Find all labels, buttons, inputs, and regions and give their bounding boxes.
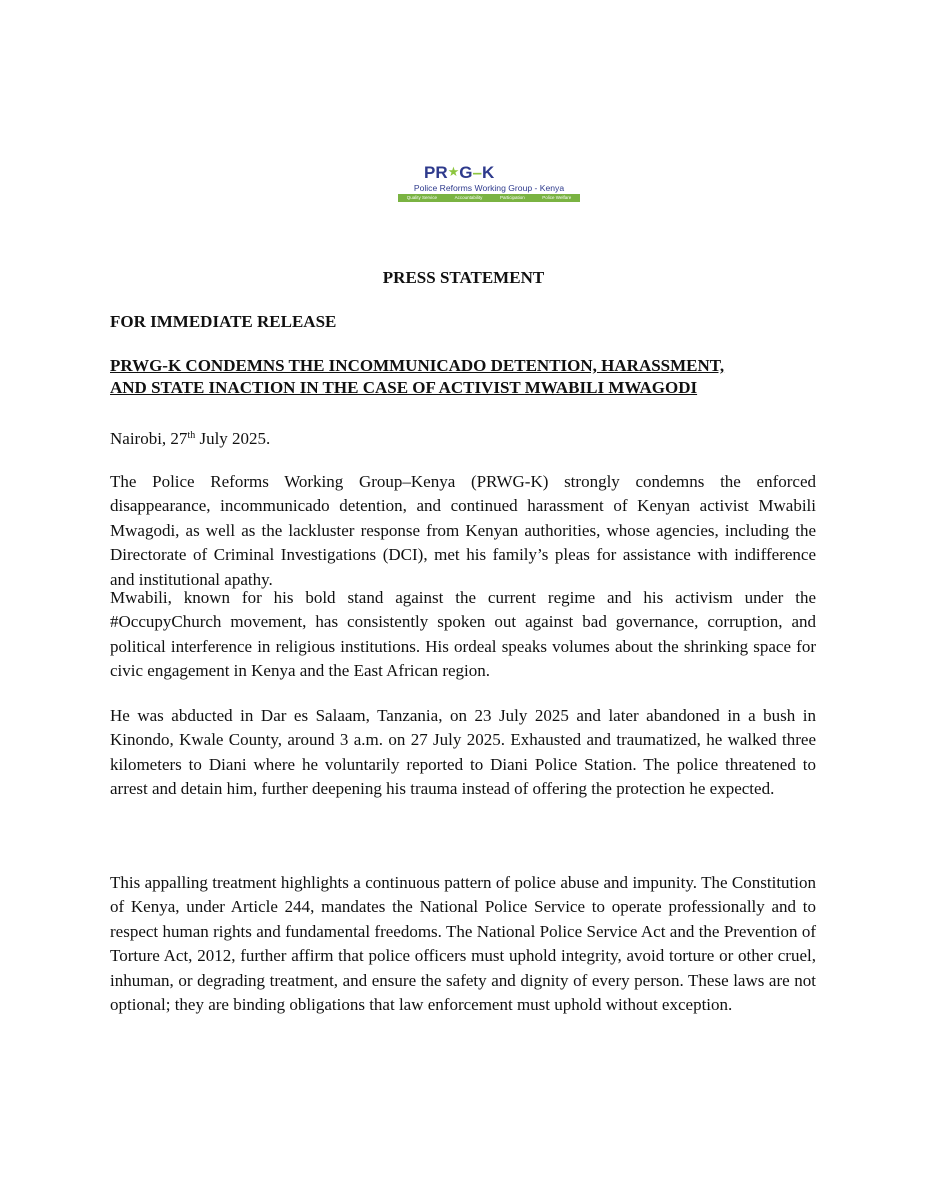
- statement-title: [110, 355, 816, 399]
- logo-mark-mid: G: [459, 163, 473, 182]
- statement-title-line: PRWG-K CONDEMNS THE INCOMMUNICADO DETENTION, HARASSMENT,: [110, 356, 725, 375]
- body-paragraph: This appalling treatment highlights a continuous pattern of police abuse and impunity. The Constitution of Kenya, under Article 244, mandates the National Police Service to operate professionally and to respect human rights and fundamental freedoms. The National Police Service Act and the Prevention of Torture Act, 2012, further affirm that police officers must uphold integrity, avoid torture or other cruel, inhuman, or degrading treatment, and ensure the safety and dignity of every person. These laws are not optional; they are binding obligations that law enforcement must uphold without exception.: [110, 873, 816, 1015]
- press-statement-heading: PRESS STATEMENT: [382, 268, 545, 287]
- logo-mark-right: K: [481, 163, 495, 182]
- logo-tagline-item: Police Welfare: [542, 195, 572, 200]
- dateline-rest: July 2025.: [195, 429, 271, 448]
- logo-mark-dash: –: [472, 163, 482, 182]
- prwgk-logo: [398, 163, 580, 205]
- dateline: [110, 428, 270, 450]
- statement-title-line: AND STATE INACTION IN THE CASE OF ACTIVIST MWABILI MWAGODI: [110, 378, 698, 397]
- logo-tagline-bar: [398, 194, 580, 202]
- dateline-ordinal: th: [187, 430, 196, 441]
- logo-org-name: Police Reforms Working Group - Kenya: [413, 183, 565, 193]
- logo-tagline-item: Accountability: [454, 195, 483, 200]
- logo-figure-icon: ★: [447, 164, 460, 179]
- immediate-release-label: FOR IMMEDIATE RELEASE: [110, 312, 337, 331]
- logo-wordmark: [424, 163, 494, 181]
- logo-tagline-item: Quality Service: [406, 195, 438, 200]
- logo-mark-left: PR: [424, 163, 448, 182]
- logo-tagline-item: Participation: [499, 195, 525, 200]
- body-paragraph: Mwabili, known for his bold stand against the current regime and his activism under the #OccupyChurch movement, has consistently spoken out against bad governance, corruption, and political interference in religious institutions. His ordeal speaks volumes about the shrinking space for civic engagement in Kenya and the East African region.: [110, 588, 816, 681]
- body-paragraph: The Police Reforms Working Group–Kenya (PRWG-K) strongly condemns the enforced disappearance, incommunicado detention, and continued harassment of Kenyan activist Mwabili Mwagodi, as well as the lackluster response from Kenyan authorities, whose agencies, including the Directorate of Criminal Investigations (DCI), met his family’s pleas for assistance with indifference and institutional apathy.: [110, 472, 816, 589]
- body-paragraph: He was abducted in Dar es Salaam, Tanzania, on 23 July 2025 and later abandoned in a bush in Kinondo, Kwale County, around 3 a.m. on 27 July 2025. Exhausted and traumatized, he walked three kilometers to Diani where he voluntarily reported to Diani Police Station. The police threatened to arrest and detain him, further deepening his trauma instead of offering the protection he expected.: [110, 706, 816, 799]
- dateline-prefix: Nairobi, 27: [110, 429, 188, 448]
